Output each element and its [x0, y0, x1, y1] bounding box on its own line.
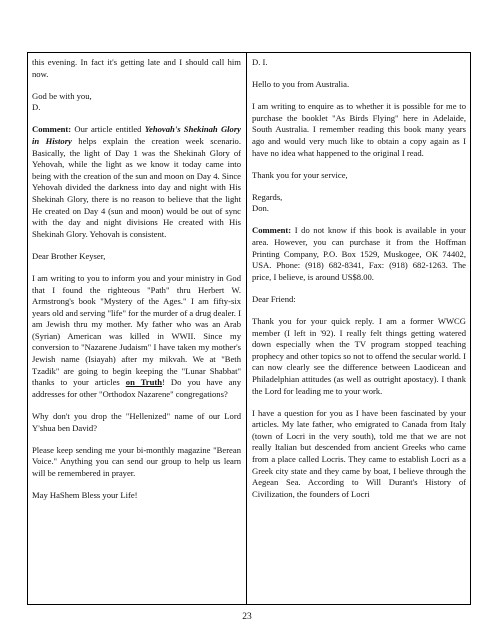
letter-request: Please keep sending me your bi-monthly magazine "Berean Voice." Anything you can send our group to help us learn will be remembered in prayer.: [32, 444, 241, 478]
letter-thanks: Thank you for your service,: [252, 169, 348, 180]
letter-signoff: [252, 192, 466, 215]
letter-signoff: [32, 91, 241, 114]
comment-text: I do not know if this book is available in your area. However, you can purchase it from the Hoffman Printing Company, P.O. Box 1529, Muskogee, OK 74402, USA. Phone: (918) 682-8341, Fax: (918) 682-1263. The price, I believe, is around US$8.00.: [252, 225, 466, 282]
comment-text-pre: Our article entitled: [71, 124, 145, 135]
left-column: [32, 57, 241, 502]
signoff-name: Don.: [252, 203, 269, 214]
letter-greeting: Hello to you from Australia.: [252, 79, 350, 90]
letter-continuation: this evening. In fact it's getting late and I should call him now.: [32, 57, 241, 79]
letter-salutation: Dear Friend:: [252, 293, 296, 304]
signoff-initial: D.: [32, 102, 41, 113]
letter-body: I am writing to enquire as to whether it is possible for me to purchase the booklet "As Birds Flying" here in Adelaide, South Australia. I remember reading this book many years ago and would very much like to obtain a copy again as I have no idea what happened to the original I read.: [252, 101, 466, 158]
column-divider: [246, 52, 247, 605]
letter-question: Why don't you drop the "Hellenized" name of our Lord Y'shua ben David?: [32, 410, 241, 433]
letter-salutation: Dear Brother Keyser,: [32, 250, 106, 261]
letter-question: I have a question for you as I have been fascinated by your articles. My late father, who emigrated to Canada from Italy (town of Locri in the very south), told me that we are not really Italian but descended from ancient Greeks who came from a place called Locris. They came to establish Locri as a Greek city state and they came by boat, I believe through the Aegean Sea. According to Will Durant's History of Civilization, the founders of Locri: [252, 407, 466, 499]
article-title: Yehovah's Shekinah Glory in History: [32, 124, 241, 146]
comment-paragraph: [32, 124, 241, 240]
letter-body-post: ! Do you have any addresses for other "Orthodox Nazarene" congregations?: [32, 377, 242, 399]
signoff-line: Regards,: [252, 191, 283, 202]
article-link[interactable]: on Truth: [125, 377, 163, 388]
page-number: 23: [242, 612, 252, 622]
comment-text-post: helps explain the creation week scenario. Basically, the light of Day 1 was the Shekinah Glory of Yehovah, while the light as we know it today came into being with the creation of the sun and moon on Day 4. Since Yehovah divided the darkness into day and night with His Shekinah Glory, there is no reason to believe that the light He created on Day 4 (sun and moon) would be out of sync with the day and night divisions He created with His Shekinah Glory. Yehovah is consistent.: [32, 135, 241, 239]
comment-label: Comment:: [32, 124, 72, 135]
letter-body: [32, 273, 241, 401]
letter-body-pre: I am writing to you to inform you and your ministry in God that I found the righteous "Path" thru Herbert W. Armstrong's book "Mystery of the Ages." I am fifty-six years old and serving "life" for the murder of a drug dealer. I am Jewish thru my mother. My father who was an Arab (Syrian) American was killed in WWII. Since my conversion to "Nazarene Judaism" I have taken my mother's Jewish name (Isiayah) after my mikvah. We at "Beth Tzadik" are going to begin keeping the "Lunar Shabbat" thanks to your articles: [32, 272, 241, 388]
letter-signature: D. I.: [252, 57, 268, 67]
right-column: [252, 57, 466, 500]
letter-closing: May HaShem Bless your Life!: [32, 489, 138, 500]
signoff-line: God be with you,: [32, 90, 92, 101]
comment-label: Comment:: [252, 225, 292, 236]
comment-paragraph: [252, 225, 466, 283]
letter-body: Thank you for your quick reply. I am a former WWCG member (I left in '92). I really felt things getting watered down especially when the TV program stopped teaching prophecy and other topics so not to offend the secular world. I can now clearly see the difference between Laodicean and Philadelphian attitudes (as well as outright apostacy). I thank the Lord for leading me to your work.: [252, 316, 466, 396]
